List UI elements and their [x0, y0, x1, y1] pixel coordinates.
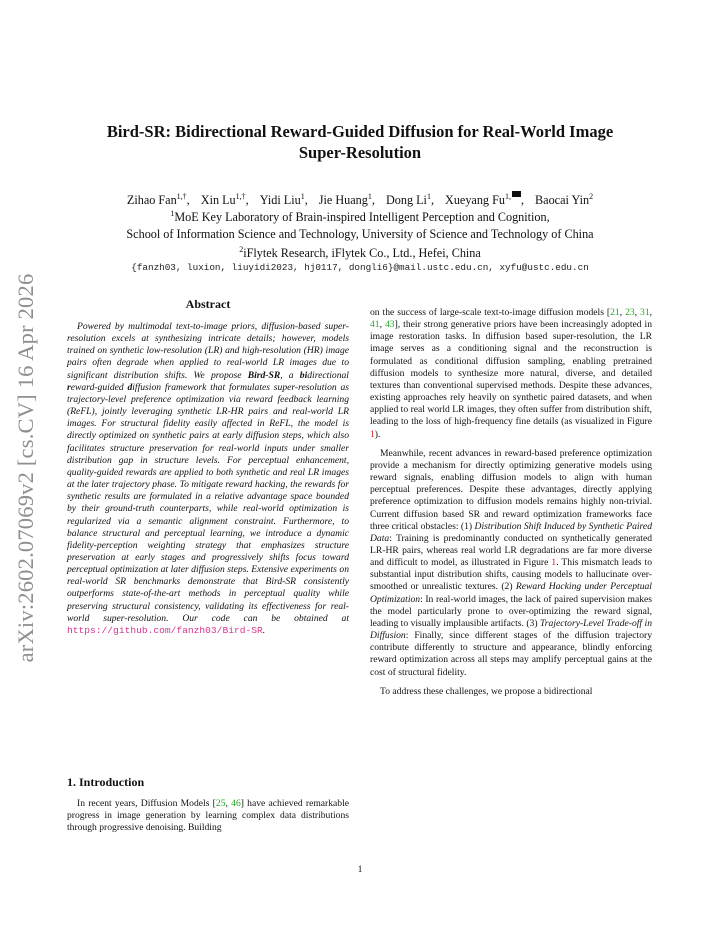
citation-link[interactable]: 23	[625, 307, 635, 318]
author-emails: {fanzh03, luxion, liuyidi2023, hj0117, dongli6}@mail.ustc.edu.cn, xyfu@ustc.edu.cn	[131, 262, 589, 273]
section-heading-introduction: 1. Introduction	[67, 775, 145, 789]
figure-link[interactable]: 1	[551, 557, 557, 569]
envelope-icon	[512, 191, 521, 197]
author: Yidi Liu$^1$,	[259, 192, 308, 208]
paragraph: on the success of large-scale text-to-image diffusion models [21, 23, 31, 41, 43], their strong generative priors have been increasingly adopted in image restoration tasks. In diffusion based super-resolution, the LR image serves as a conditioning signal and the reconstruction is formulated as conditional diffusion sampling, enabling pretrained diffusion models to synthesize more natural, diverse, and detailed textures than conventional supervised methods. Despite these advances, existing approaches rely heavily on synthetic paired datasets, and when applied to real world LR images, they often suffer from distribution shift, leading to the loss of high-frequency fine details (as visualized in Figure 1).	[370, 307, 653, 440]
citation-link[interactable]: 31	[640, 307, 650, 318]
page-number: 1	[357, 864, 363, 875]
abstract-heading: Abstract	[185, 297, 231, 311]
author: Baocai Yin$^2$	[535, 192, 594, 208]
citation-link[interactable]: 25	[215, 798, 226, 809]
author: Xin $Lu^{1,\dagger}$,	[200, 192, 249, 208]
arxiv-sidebar-stamp	[6, 268, 46, 668]
intro-paragraph: In recent years, Diffusion Models [25, 46] have achieved remarkable progress in image generation by learning complex data distributions through progressive denoising. Building	[67, 798, 350, 834]
citation-link[interactable]: 21	[610, 307, 620, 318]
author: Zihao Fan$^{1,\dagger}$,	[126, 192, 190, 208]
figure-link[interactable]: 1	[370, 428, 375, 440]
citation-link[interactable]: 46	[231, 798, 241, 809]
paragraph: Meanwhile, recent advances in reward-based preference optimization provide a mechanism for directly optimizing generative models using reward signals, enabling diffusion models to align with human perceptual preferences. Despite these advantages, directly applying preference optimization to diffusion models remains highly non-trivial. Current diffusion based SR and reward optimization frameworks face three critical obstacles: (1) Distribution Shift Induced by Synthetic Paired Data: Training is predominantly conducted on synthetically generated LR-HR pairs, whereas real world LR degradations are far more diverse and difficult to model, as illustrated in Figure 1. This mismatch leads to substantial input distribution shifts, causing models to hallucinate over-smoothed or unrealistic textures. (2) Reward Hacking under Perceptual Optimization: In real-world images, the lack of paired supervision makes the model particularly prone to over-optimizing the reward signal, leading to visually implausible artifacts. (3) Trajectory-Level Trade-off in Diffusion: Finally, since different stages of the diffusion trajectory contribute differently to structure and appearance, blindly enforcing reward optimization across all steps may amplify perceptual gains at the cost of structural fidelity.	[370, 447, 652, 678]
arxiv-id: arXiv:2602.07069v2 [cs.CV] 16 Apr 2026	[13, 273, 38, 663]
author: Jie Huang$^1$,	[318, 192, 375, 208]
citation-link[interactable]: 41	[370, 319, 380, 331]
author: Dong Li$^1$,	[385, 192, 434, 208]
paragraph: To address these challenges, we propose a bidirectional	[380, 685, 593, 697]
author: Xueyang $Fu^{1,}$ ,	[445, 192, 524, 208]
code-link[interactable]: https://github.com/fanzh03/Bird-SR	[67, 624, 263, 636]
affiliations: $^1$MoE Key Laboratory of Brain-inspired Intelligent Perception and Cognition, School of Information Science and Technology, University of Science and Technology of China $^2$iFlytek Research, iFlytek Co., Ltd., Hefei, China	[126, 209, 594, 261]
abstract-body: Powered by multimodal text-to-image priors, diffusion-based super-resolution excels at synthesizing intricate details; however, models trained on synthetic low-resolution (LR) and high-resolution (HR) image pairs often degrade when applied to real-world LR images due to significant distribution shifts. We propose Bird-SR, a bidirectional reward-guided diffusion framework that formulates super-resolution as trajectory-level preference optimization via reward feedback learning (ReFL), jointly leveraging synthetic LR-HR pairs and real-world LR images. For structural fidelity easily affected in ReFL, the model is directly optimized on synthetic pairs at early diffusion steps, which also facilitates structure preservation for real-world inputs under smaller distribution gap in structure levels. For perceptual enhancement, quality-guided rewards are applied to both synthetic and real LR images at the later trajectory phase. To mitigate reward hacking, the rewards for synthetic results are formulated in a relative advantage space bounded by their ground-truth counterparts, while real-world optimization is regularized via a semantic alignment constraint. Furthermore, to balance structural and perceptual learning, we introduce a dynamic fidelity-perception weighting strategy that emphasizes structure preservation at early stages and progressively shifts focus toward perceptual optimization at later diffusion steps. Extensive experiments on real-world SR benchmarks demonstrate that Bird-SR consistently outperforms state-of-the-art methods in perceptual quality while preserving structural consistency, validating its effectiveness for real-world super-resolution. Our code can be obtained at https://github.com/fanzh03/Bird-SR.	[67, 321, 349, 636]
right-column	[370, 307, 652, 705]
paper-title: Bird-SR: Bidirectional Reward-Guided Diffusion for Real-World Image Super-Resolution	[106, 122, 614, 162]
citation-link[interactable]: 43	[385, 319, 395, 331]
